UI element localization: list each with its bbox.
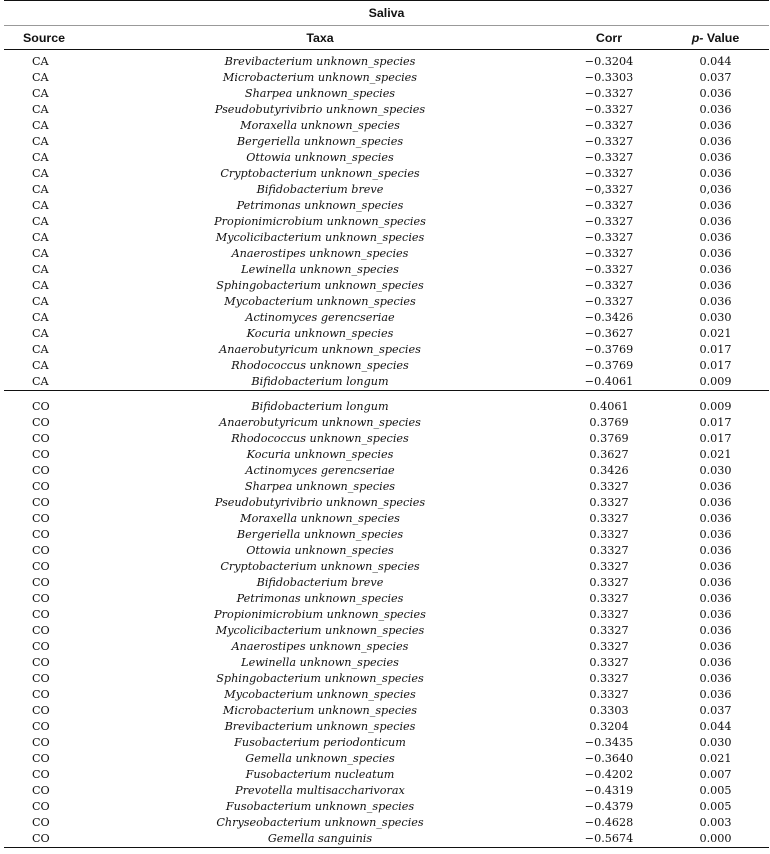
- header-taxa: Taxa: [84, 26, 556, 50]
- p-value-cell: 0.036: [699, 496, 732, 509]
- corr-cell: −0.3327: [584, 215, 634, 228]
- p-value-cell: 0.036: [699, 608, 732, 621]
- table-row: [4, 86, 769, 102]
- taxa-cell: Cryptobacterium unknown_species: [220, 167, 420, 180]
- p-value-cell: 0.017: [699, 416, 732, 429]
- p-value-cell: 0.036: [699, 560, 732, 573]
- table-title: Saliva: [4, 1, 769, 26]
- table-row: [4, 671, 769, 687]
- corr-cell: 0.3327: [589, 560, 629, 573]
- group-spacer: [4, 391, 769, 400]
- source-cell: CO: [32, 720, 50, 733]
- table-row: [4, 831, 769, 848]
- table-row: [4, 735, 769, 751]
- source-cell: CA: [32, 87, 49, 100]
- table-row: [4, 166, 769, 182]
- p-value-cell: 0.036: [699, 576, 732, 589]
- source-cell: CO: [32, 448, 50, 461]
- p-value-cell: 0.000: [662, 831, 769, 848]
- table-body: [4, 50, 769, 848]
- corr-cell: −0.4202: [584, 768, 634, 781]
- corr-cell: −0,3327: [584, 183, 634, 196]
- corr-cell: 0.3327: [589, 640, 629, 653]
- table-row: [4, 150, 769, 166]
- table-row: [4, 310, 769, 326]
- table-row: [4, 214, 769, 230]
- corr-cell: 0.3327: [589, 512, 629, 525]
- p-value-cell: 0.037: [699, 71, 732, 84]
- taxa-cell: Sharpea unknown_species: [244, 480, 396, 493]
- p-value-cell: 0.021: [699, 327, 732, 340]
- p-value-cell: 0.030: [699, 736, 732, 749]
- table-row: [4, 559, 769, 575]
- corr-cell: 0.3426: [589, 464, 629, 477]
- p-value-cell: 0.017: [699, 432, 732, 445]
- source-cell: CA: [32, 199, 49, 212]
- corr-cell: 0.3204: [589, 720, 629, 733]
- header-p-value: [662, 26, 769, 50]
- taxa-cell: Lewinella unknown_species: [241, 656, 399, 669]
- p-value-cell: 0,036: [699, 183, 732, 196]
- source-cell: CA: [32, 167, 49, 180]
- table-row: [4, 230, 769, 246]
- p-value-cell: 0.036: [699, 624, 732, 637]
- table-row: [4, 415, 769, 431]
- table-row: [4, 767, 769, 783]
- p-value-cell: 0.021: [699, 448, 732, 461]
- taxa-cell: Kocuria unknown_species: [246, 448, 394, 461]
- corr-cell: 0.3327: [589, 576, 629, 589]
- table-row: [4, 198, 769, 214]
- taxa-cell: Lewinella unknown_species: [241, 263, 399, 276]
- table-row: [4, 294, 769, 310]
- table-row: [4, 278, 769, 294]
- table-row: [4, 639, 769, 655]
- p-value-cell: 0.036: [699, 151, 732, 164]
- taxa-cell: Mycolicibacterium unknown_species: [215, 231, 425, 244]
- corr-cell: −0.3769: [584, 359, 634, 372]
- p-value-cell: 0.036: [699, 231, 732, 244]
- source-cell: CA: [32, 375, 49, 388]
- source-cell: CO: [32, 800, 50, 813]
- taxa-cell: Bifidobacterium longum: [251, 375, 389, 388]
- taxa-cell: Gemella sanguinis: [84, 831, 556, 848]
- p-value-cell: 0.044: [699, 720, 732, 733]
- source-cell: CA: [32, 231, 49, 244]
- source-cell: CO: [32, 736, 50, 749]
- source-cell: CA: [32, 183, 49, 196]
- taxa-cell: Pseudobutyrivibrio unknown_species: [214, 496, 426, 509]
- taxa-cell: Kocuria unknown_species: [246, 327, 394, 340]
- table-row: [4, 374, 769, 391]
- p-value-cell: 0.036: [699, 279, 732, 292]
- taxa-cell: Mycobacterium unknown_species: [224, 295, 416, 308]
- table-row: [4, 623, 769, 639]
- source-cell: CA: [32, 343, 49, 356]
- table-row: [4, 463, 769, 479]
- p-value-cell: 0.036: [699, 592, 732, 605]
- table-row: [4, 118, 769, 134]
- p-value-cell: 0.036: [699, 103, 732, 116]
- source-cell: CO: [32, 608, 50, 621]
- corr-cell: 0.4061: [589, 400, 629, 413]
- table-row: [4, 543, 769, 559]
- table-row: [4, 326, 769, 342]
- p-value-cell: 0.009: [699, 400, 732, 413]
- source-cell: CA: [32, 151, 49, 164]
- p-value-cell: 0.005: [699, 800, 732, 813]
- table-row: [4, 511, 769, 527]
- p-value-cell: 0.036: [699, 544, 732, 557]
- corr-cell: −0.3327: [584, 247, 634, 260]
- source-cell: CO: [32, 560, 50, 573]
- table-row: [4, 607, 769, 623]
- taxa-cell: Anaerobutyricum unknown_species: [219, 416, 421, 429]
- source-cell: CA: [32, 55, 49, 68]
- corr-cell: −0.3640: [584, 752, 634, 765]
- taxa-cell: Actinomyces gerencseriae: [245, 464, 395, 477]
- source-cell: CO: [32, 784, 50, 797]
- p-value-cell: 0.005: [699, 784, 732, 797]
- taxa-cell: Sphingobacterium unknown_species: [216, 279, 424, 292]
- corr-cell: −0.3327: [584, 167, 634, 180]
- header-corr: Corr: [556, 26, 662, 50]
- source-cell: CO: [32, 576, 50, 589]
- source-cell: CA: [32, 263, 49, 276]
- taxa-cell: Microbacterium unknown_species: [222, 71, 418, 84]
- p-value-cell: 0.036: [699, 512, 732, 525]
- p-value-cell: 0.036: [699, 672, 732, 685]
- corr-cell: 0.3769: [589, 432, 629, 445]
- table-row: [4, 703, 769, 719]
- corr-cell: −0.3327: [584, 87, 634, 100]
- taxa-cell: Anaerobutyricum unknown_species: [219, 343, 421, 356]
- p-value-cell: 0.017: [699, 359, 732, 372]
- taxa-cell: Microbacterium unknown_species: [222, 704, 418, 717]
- source-cell: CO: [32, 688, 50, 701]
- p-value-cell: 0.036: [699, 480, 732, 493]
- table-row: [4, 799, 769, 815]
- source-cell: CO: [32, 528, 50, 541]
- taxa-cell: Fusobacterium periodonticum: [234, 736, 406, 749]
- corr-cell: −0.5674: [556, 831, 662, 848]
- corr-cell: −0.3435: [584, 736, 634, 749]
- taxa-cell: Ottowia unknown_species: [246, 544, 394, 557]
- taxa-cell: Moraxella unknown_species: [240, 512, 400, 525]
- table-row: [4, 575, 769, 591]
- table-row: [4, 399, 769, 415]
- p-value-cell: 0.036: [699, 87, 732, 100]
- corr-cell: −0.3303: [584, 71, 634, 84]
- p-value-cell: 0.037: [699, 704, 732, 717]
- corr-cell: −0.3327: [584, 279, 634, 292]
- corr-cell: −0.3627: [584, 327, 634, 340]
- corr-cell: 0.3327: [589, 688, 629, 701]
- source-cell: CO: [32, 432, 50, 445]
- taxa-cell: Rhodococcus unknown_species: [231, 432, 409, 445]
- taxa-cell: Moraxella unknown_species: [240, 119, 400, 132]
- p-value-cell: 0.036: [699, 247, 732, 260]
- source-cell: CA: [32, 359, 49, 372]
- table-row: [4, 246, 769, 262]
- taxa-cell: Cryptobacterium unknown_species: [220, 560, 420, 573]
- source-cell: CO: [32, 704, 50, 717]
- p-value-cell: 0.036: [699, 199, 732, 212]
- taxa-cell: Actinomyces gerencseriae: [245, 311, 395, 324]
- source-cell: CA: [32, 311, 49, 324]
- corr-cell: −0.3327: [584, 295, 634, 308]
- table-row: [4, 591, 769, 607]
- corr-cell: −0.4319: [584, 784, 634, 797]
- p-value-cell: 0.021: [699, 752, 732, 765]
- table-row: [4, 495, 769, 511]
- source-cell: CO: [32, 640, 50, 653]
- corr-cell: 0.3769: [589, 416, 629, 429]
- p-value-cell: 0.030: [699, 464, 732, 477]
- corr-cell: 0.3327: [589, 480, 629, 493]
- source-cell: CO: [32, 768, 50, 781]
- corr-cell: −0.4628: [584, 816, 634, 829]
- table-row: [4, 815, 769, 831]
- p-value-cell: 0.030: [699, 311, 732, 324]
- source-cell: CO: [32, 416, 50, 429]
- source-cell: CO: [4, 831, 84, 848]
- p-value-cell: 0.036: [699, 135, 732, 148]
- taxa-cell: Bifidobacterium breve: [256, 576, 384, 589]
- source-cell: CA: [32, 279, 49, 292]
- table-row: [4, 527, 769, 543]
- corr-cell: 0.3327: [589, 592, 629, 605]
- taxa-cell: Petrimonas unknown_species: [236, 199, 404, 212]
- source-cell: CA: [32, 135, 49, 148]
- p-value-cell: 0.036: [699, 688, 732, 701]
- p-value-cell: 0.044: [699, 55, 732, 68]
- p-value-cell: 0.036: [699, 167, 732, 180]
- corr-cell: 0.3327: [589, 496, 629, 509]
- taxa-cell: Sphingobacterium unknown_species: [216, 672, 424, 685]
- corr-cell: −0.3327: [584, 199, 634, 212]
- corr-cell: 0.3327: [589, 544, 629, 557]
- source-cell: CO: [32, 512, 50, 525]
- taxa-cell: Brevibacterium unknown_species: [224, 55, 416, 68]
- corr-cell: 0.3327: [589, 624, 629, 637]
- table-row: [4, 783, 769, 799]
- group-spacer-cell: [4, 391, 769, 400]
- source-cell: CA: [32, 71, 49, 84]
- corr-cell: −0.3426: [584, 311, 634, 324]
- p-value-cell: 0.036: [699, 119, 732, 132]
- saliva-correlation-table: [4, 0, 769, 848]
- table-row: [4, 431, 769, 447]
- table-row: [4, 479, 769, 495]
- taxa-cell: Propionimicrobium unknown_species: [214, 215, 426, 228]
- corr-cell: 0.3327: [589, 608, 629, 621]
- header-source: Source: [4, 26, 84, 50]
- corr-cell: −0.3327: [584, 263, 634, 276]
- taxa-cell: Chryseobacterium unknown_species: [216, 816, 424, 829]
- taxa-cell: Propionimicrobium unknown_species: [214, 608, 426, 621]
- p-value-cell: 0.003: [699, 816, 732, 829]
- taxa-cell: Gemella unknown_species: [245, 752, 395, 765]
- taxa-cell: Ottowia unknown_species: [246, 151, 394, 164]
- taxa-cell: Bifidobacterium longum: [251, 400, 389, 413]
- table-row: [4, 751, 769, 767]
- source-cell: CO: [32, 464, 50, 477]
- table-row: [4, 70, 769, 86]
- taxa-cell: Bergeriella unknown_species: [236, 135, 404, 148]
- table-row: [4, 182, 769, 198]
- corr-cell: 0.3327: [589, 656, 629, 669]
- taxa-cell: Fusobacterium nucleatum: [245, 768, 395, 781]
- taxa-cell: Mycolicibacterium unknown_species: [215, 624, 425, 637]
- p-value-cell: 0.036: [699, 640, 732, 653]
- table-row: [4, 342, 769, 358]
- source-cell: CO: [32, 544, 50, 557]
- corr-cell: −0.3327: [584, 151, 634, 164]
- corr-cell: −0.4061: [584, 375, 634, 388]
- table-row: [4, 50, 769, 71]
- taxa-cell: Bifidobacterium breve: [256, 183, 384, 196]
- table-row: [4, 134, 769, 150]
- source-cell: CA: [32, 295, 49, 308]
- corr-cell: −0.3327: [584, 231, 634, 244]
- source-cell: CA: [32, 119, 49, 132]
- corr-cell: 0.3327: [589, 672, 629, 685]
- source-cell: CA: [32, 103, 49, 116]
- taxa-cell: Pseudobutyrivibrio unknown_species: [214, 103, 426, 116]
- source-cell: CO: [32, 480, 50, 493]
- p-value-cell: 0.009: [699, 375, 732, 388]
- table-row: [4, 687, 769, 703]
- table-row: [4, 719, 769, 735]
- source-cell: CA: [32, 247, 49, 260]
- taxa-cell: Petrimonas unknown_species: [236, 592, 404, 605]
- table-row: [4, 447, 769, 463]
- p-value-cell: 0.036: [699, 263, 732, 276]
- p-value-cell: 0.017: [699, 343, 732, 356]
- header-p-value-suffix: Value: [703, 30, 740, 45]
- taxa-cell: Anaerostipes unknown_species: [231, 247, 409, 260]
- source-cell: CO: [32, 816, 50, 829]
- source-cell: CO: [32, 672, 50, 685]
- corr-cell: 0.3303: [589, 704, 629, 717]
- taxa-cell: Prevotella multisaccharivorax: [235, 784, 405, 797]
- corr-cell: −0.3327: [584, 119, 634, 132]
- corr-cell: −0.3327: [584, 103, 634, 116]
- corr-cell: −0.3769: [584, 343, 634, 356]
- table-row: [4, 358, 769, 374]
- table-row: [4, 655, 769, 671]
- taxa-cell: Mycobacterium unknown_species: [224, 688, 416, 701]
- source-cell: CO: [32, 752, 50, 765]
- source-cell: CO: [32, 656, 50, 669]
- corr-cell: 0.3327: [589, 528, 629, 541]
- source-cell: CA: [32, 215, 49, 228]
- source-cell: CO: [32, 496, 50, 509]
- taxa-cell: Anaerostipes unknown_species: [231, 640, 409, 653]
- source-cell: CA: [32, 327, 49, 340]
- table-row: [4, 102, 769, 118]
- taxa-cell: Fusobacterium unknown_species: [225, 800, 415, 813]
- taxa-cell: Brevibacterium unknown_species: [224, 720, 416, 733]
- taxa-cell: Bergeriella unknown_species: [236, 528, 404, 541]
- header-p-value-prefix: p-: [691, 30, 704, 45]
- corr-cell: 0.3627: [589, 448, 629, 461]
- p-value-cell: 0.036: [699, 528, 732, 541]
- corr-cell: −0.3327: [584, 135, 634, 148]
- corr-cell: −0.3204: [584, 55, 634, 68]
- table-row: [4, 262, 769, 278]
- corr-cell: −0.4379: [584, 800, 634, 813]
- p-value-cell: 0.036: [699, 656, 732, 669]
- p-value-cell: 0.036: [699, 295, 732, 308]
- taxa-cell: Sharpea unknown_species: [244, 87, 396, 100]
- source-cell: CO: [32, 400, 50, 413]
- source-cell: CO: [32, 592, 50, 605]
- source-cell: CO: [32, 624, 50, 637]
- taxa-cell: Rhodococcus unknown_species: [231, 359, 409, 372]
- p-value-cell: 0.036: [699, 215, 732, 228]
- p-value-cell: 0.007: [699, 768, 732, 781]
